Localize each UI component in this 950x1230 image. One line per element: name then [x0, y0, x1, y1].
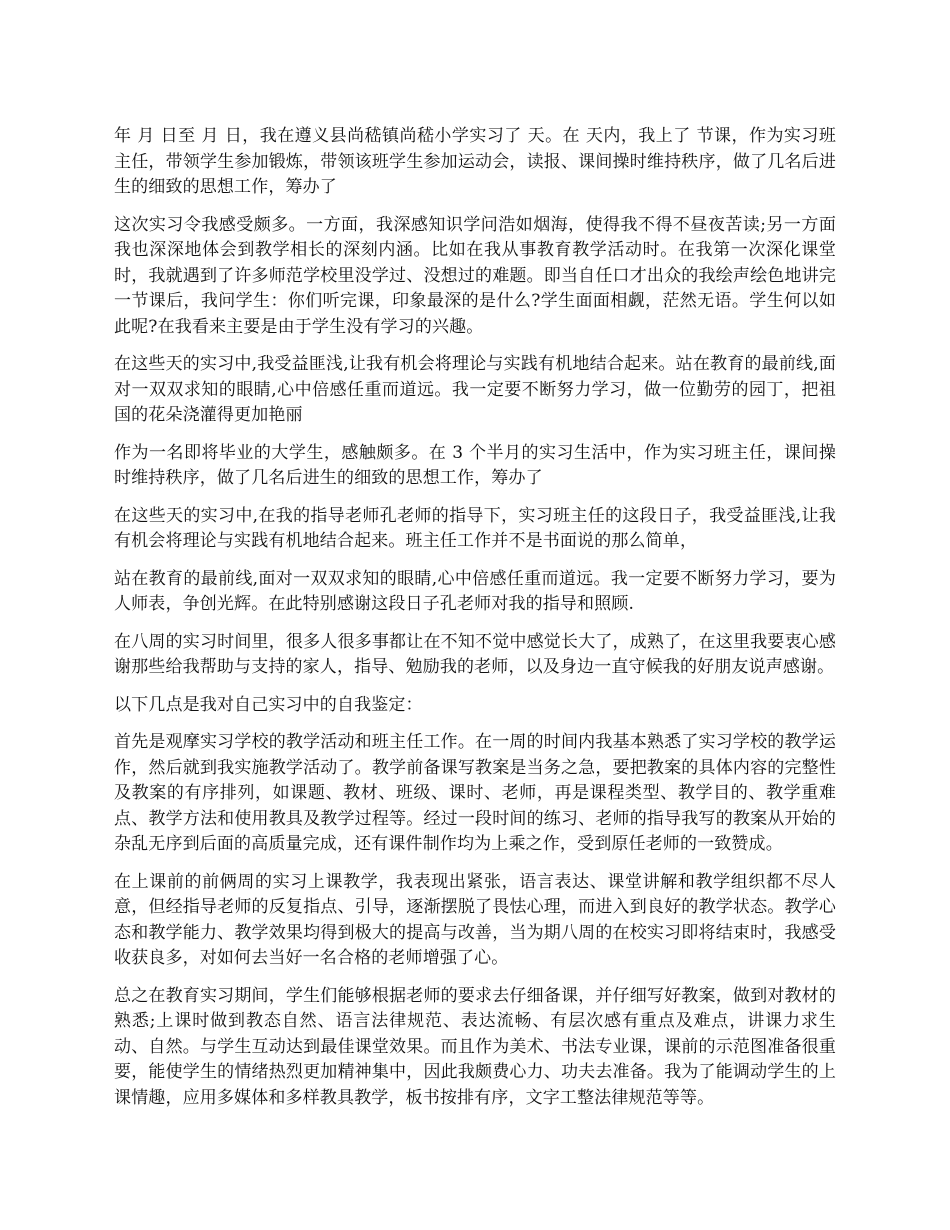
paragraph-teaching-progress: 在上课前的前俩周的实习上课教学，我表现出紧张，语言表达、课堂讲解和教学组织都不尽人意，但经指导老师的反复指点、引导，逐渐摆脱了畏怯心理，而进入到良好的教学状态。教学心态和教学能力、教学效果均得到极大的提高与改善，当为期八周的在校实习即将结束时，我感受收获良多，对如何去当好一名合格的老师增强了心。 [114, 871, 836, 968]
paragraph-mentor-guidance: 在这些天的实习中,在我的指导老师孔老师的指导下，实习班主任的这段日子，我受益匪浅,让我有机会将理论与实践有机地结合起来。班主任工作并不是书面说的那么简单， [114, 505, 836, 551]
paragraph-summary: 总之在教育实习期间，学生们能够根据老师的要求去仔细备课，并仔细写好教案，做到对教材的熟悉;上课时做到教态自然、语言法律规范、表达流畅、有层次感有重点及难点，讲课力求生动、自然。与学生互动达到最佳课堂效果。而且作为美术、书法专业课，课前的示范图准备很重要，能使学生的情绪热烈更加精神集中，因此我颇费心力、功夫去准备。我为了能调动学生的上课情趣，应用多媒体和多样教具教学，板书按排有序，文字工整法律规范等等。 [114, 985, 836, 1108]
paragraph-feelings: 这次实习令我感受颇多。一方面，我深感知识学问浩如烟海，使得我不得不昼夜苦读;另一方面我也深深地体会到教学相长的深刻内涵。比如在我从事教育教学活动时。在我第一次深化课堂时，我就遇到了许多师范学校里没学过、没想过的难题。即当自任口才出众的我绘声绘色地讲完一节课后，我问学生：你们听完课，印象最深的是什么?学生面面相觑，茫然无语。学生何以如此呢?在我看来主要是由于学生没有学习的兴趣。 [114, 214, 836, 337]
paragraph-thanks: 在八周的实习时间里，很多人很多事都让在不知不觉中感觉长大了，成熟了，在这里我要衷心感谢那些给我帮助与支持的家人，指导、勉励我的老师，以及身边一直守候我的好朋友说声感谢。 [114, 631, 836, 677]
paragraph-lesson-planning: 首先是观摩实习学校的教学活动和班主任工作。在一周的时间内我基本熟悉了实习学校的教学运作，然后就到我实施教学活动了。教学前备课写教案是当务之急，要把教案的具体内容的完整性及教案的有序排列，如课题、教材、班级、课时、老师，再是课程类型、教学目的、教学重难点、教学方法和使用教具及教学过程等。经过一段时间的练习、老师的指导我写的教案从开始的杂乱无序到后面的高质量完成，还有课件制作均为上乘之作，受到原任老师的一致赞成。 [114, 732, 836, 854]
paragraph-internship-intro: 年 月 日至 月 日，我在遵义县尚嵇镇尚嵇小学实习了 天。在 天内，我上了 节课，作为实习班主任，带领学生参加锻炼，带领该班学生参加运动会，读报、课间操时维持秩序，做了几名后进生的细致的思想工作，筹办了 [114, 126, 836, 197]
paragraph-graduate-reflection: 作为一名即将毕业的大学生，感触颇多。在 3 个半月的实习生活中，作为实习班主任，课间操时维持秩序，做了几名后进生的细致的思想工作，筹办了 [114, 442, 836, 488]
paragraph-theory-practice: 在这些天的实习中,我受益匪浅,让我有机会将理论与实践有机地结合起来。站在教育的最前线,面对一双双求知的眼睛,心中倍感任重而道远。我一定要不断努力学习，做一位勤劳的园丁，把祖国的花朵浇灌得更加艳丽 [114, 354, 836, 425]
paragraph-front-line: 站在教育的最前线,面对一双双求知的眼睛,心中倍感任重而道远。我一定要不断努力学习，要为人师表，争创光辉。在此特别感谢这段日子孔老师对我的指导和照顾. [114, 568, 836, 614]
document-body [114, 124, 836, 1123]
paragraph-self-evaluation-heading: 以下几点是我对自己实习中的自我鉴定： [114, 694, 423, 715]
